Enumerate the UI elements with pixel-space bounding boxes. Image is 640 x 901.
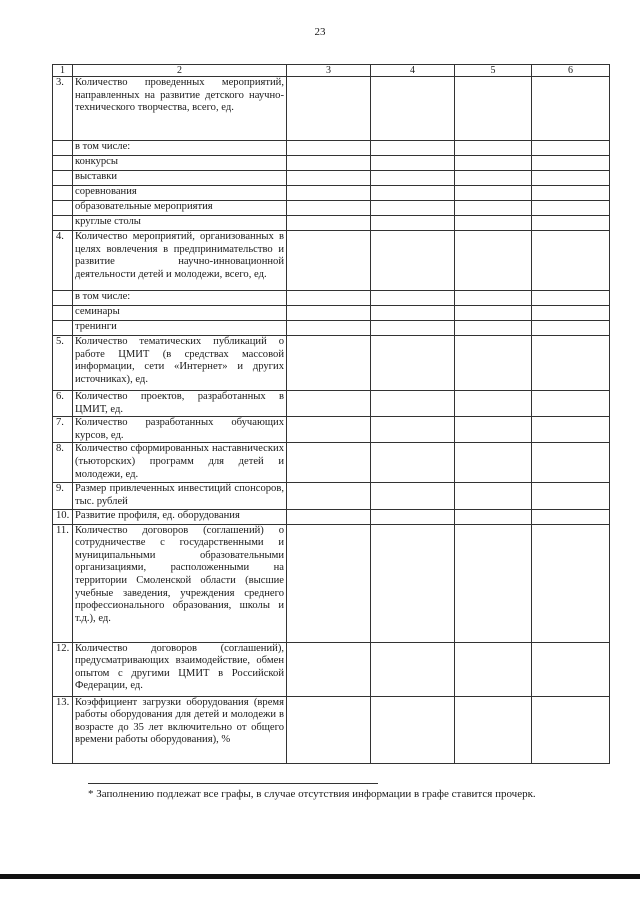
- value-cell[interactable]: [455, 642, 532, 696]
- row-number: 5.: [53, 336, 73, 391]
- value-cell[interactable]: [532, 321, 610, 336]
- value-cell[interactable]: [371, 306, 455, 321]
- row-description: Развитие профиля, ед. оборудования: [73, 509, 287, 524]
- value-cell[interactable]: [287, 156, 371, 171]
- table-row: [53, 509, 610, 524]
- value-cell[interactable]: [371, 417, 455, 443]
- value-cell[interactable]: [287, 642, 371, 696]
- value-cell[interactable]: [371, 201, 455, 216]
- row-number: [53, 216, 73, 231]
- value-cell[interactable]: [532, 524, 610, 642]
- value-cell[interactable]: [371, 321, 455, 336]
- value-cell[interactable]: [532, 186, 610, 201]
- report-table: [52, 64, 610, 764]
- value-cell[interactable]: [287, 483, 371, 509]
- value-cell[interactable]: [455, 306, 532, 321]
- row-description: Количество разработанных обучающих курсов, ед.: [73, 417, 287, 443]
- value-cell[interactable]: [455, 156, 532, 171]
- column-header: 5: [455, 65, 532, 77]
- value-cell[interactable]: [455, 171, 532, 186]
- value-cell[interactable]: [371, 391, 455, 417]
- row-number: [53, 186, 73, 201]
- table-row: [53, 291, 610, 306]
- column-header: 2: [73, 65, 287, 77]
- value-cell[interactable]: [287, 306, 371, 321]
- value-cell[interactable]: [287, 141, 371, 156]
- table-row: [53, 321, 610, 336]
- value-cell[interactable]: [287, 524, 371, 642]
- value-cell[interactable]: [287, 186, 371, 201]
- table-row: [53, 391, 610, 417]
- row-description: Количество договоров (соглашений), предусматривающих взаимодействие, обмен опытом с другими ЦМИТ в Российской Федерации, ед.: [73, 642, 287, 696]
- value-cell[interactable]: [287, 336, 371, 391]
- value-cell[interactable]: [455, 201, 532, 216]
- value-cell[interactable]: [371, 483, 455, 509]
- value-cell[interactable]: [455, 141, 532, 156]
- value-cell[interactable]: [455, 186, 532, 201]
- row-number: [53, 156, 73, 171]
- value-cell[interactable]: [371, 336, 455, 391]
- row-description: Количество проведенных мероприятий, направленных на развитие детского научно-технического творчества, всего, ед.: [73, 77, 287, 141]
- page-number: 23: [314, 26, 326, 38]
- row-number: [53, 291, 73, 306]
- value-cell[interactable]: [371, 443, 455, 483]
- value-cell[interactable]: [532, 306, 610, 321]
- row-description: Количество договоров (соглашений) о сотрудничестве с государственными и муниципальными образовательными организациями, расположенными на территории Смоленской области (высшие учебные заведения, учреждения среднего профессионального образования, школы и т.д.), ед.: [73, 524, 287, 642]
- row-number: [53, 321, 73, 336]
- value-cell[interactable]: [455, 443, 532, 483]
- column-header: 1: [53, 65, 73, 77]
- value-cell[interactable]: [287, 696, 371, 763]
- row-number: [53, 141, 73, 156]
- row-number: 9.: [53, 483, 73, 509]
- value-cell[interactable]: [371, 231, 455, 291]
- footnote-separator: [88, 783, 378, 784]
- row-number: 12.: [53, 642, 73, 696]
- row-number: 3.: [53, 77, 73, 141]
- value-cell[interactable]: [287, 417, 371, 443]
- value-cell[interactable]: [455, 231, 532, 291]
- value-cell[interactable]: [371, 696, 455, 763]
- column-header: 3: [287, 65, 371, 77]
- table-row: [53, 642, 610, 696]
- row-number: [53, 171, 73, 186]
- value-cell[interactable]: [371, 156, 455, 171]
- value-cell[interactable]: [287, 291, 371, 306]
- value-cell[interactable]: [532, 642, 610, 696]
- row-number: 7.: [53, 417, 73, 443]
- value-cell[interactable]: [371, 291, 455, 306]
- bottom-border-bar: [0, 874, 640, 879]
- value-cell[interactable]: [532, 216, 610, 231]
- footnote: * Заполнению подлежат все графы, в случае отсутствия информации в графе ставится прочерк.: [88, 788, 536, 800]
- value-cell[interactable]: [287, 216, 371, 231]
- value-cell[interactable]: [532, 141, 610, 156]
- column-header: 6: [532, 65, 610, 77]
- row-description: тренинги: [73, 321, 287, 336]
- table-row: [53, 231, 610, 291]
- row-description: конкурсы: [73, 156, 287, 171]
- table-row: [53, 186, 610, 201]
- value-cell[interactable]: [532, 156, 610, 171]
- value-cell[interactable]: [371, 141, 455, 156]
- value-cell[interactable]: [371, 171, 455, 186]
- value-cell[interactable]: [371, 77, 455, 141]
- value-cell[interactable]: [455, 509, 532, 524]
- value-cell[interactable]: [532, 509, 610, 524]
- value-cell[interactable]: [532, 483, 610, 509]
- value-cell[interactable]: [371, 524, 455, 642]
- table-row: [53, 483, 610, 509]
- value-cell[interactable]: [287, 77, 371, 141]
- value-cell[interactable]: [371, 216, 455, 231]
- table-row: [53, 171, 610, 186]
- value-cell[interactable]: [532, 231, 610, 291]
- value-cell[interactable]: [455, 291, 532, 306]
- table-row: [53, 443, 610, 483]
- value-cell[interactable]: [287, 201, 371, 216]
- table-row: [53, 696, 610, 763]
- value-cell[interactable]: [371, 186, 455, 201]
- row-description: круглые столы: [73, 216, 287, 231]
- row-description: Размер привлеченных инвестиций спонсоров, тыс. рублей: [73, 483, 287, 509]
- table-row: [53, 417, 610, 443]
- value-cell[interactable]: [287, 391, 371, 417]
- value-cell[interactable]: [532, 696, 610, 763]
- table-header-row: [53, 65, 610, 77]
- table-row: [53, 524, 610, 642]
- value-cell[interactable]: [532, 417, 610, 443]
- row-number: [53, 201, 73, 216]
- value-cell[interactable]: [455, 321, 532, 336]
- row-number: 6.: [53, 391, 73, 417]
- row-description: образовательные мероприятия: [73, 201, 287, 216]
- value-cell[interactable]: [455, 524, 532, 642]
- table-row: [53, 201, 610, 216]
- value-cell[interactable]: [455, 391, 532, 417]
- value-cell[interactable]: [532, 201, 610, 216]
- value-cell[interactable]: [455, 483, 532, 509]
- row-description: в том числе:: [73, 291, 287, 306]
- row-number: 8.: [53, 443, 73, 483]
- table-row: [53, 216, 610, 231]
- row-description: Количество проектов, разработанных в ЦМИТ, ед.: [73, 391, 287, 417]
- table-row: [53, 77, 610, 141]
- row-description: Количество сформированных наставнических (тьюторских) программ для детей и молодежи, ед.: [73, 443, 287, 483]
- value-cell[interactable]: [532, 443, 610, 483]
- row-description: выставки: [73, 171, 287, 186]
- value-cell[interactable]: [287, 509, 371, 524]
- value-cell[interactable]: [455, 216, 532, 231]
- row-number: 4.: [53, 231, 73, 291]
- row-description: Количество тематических публикаций о работе ЦМИТ (в средствах массовой информации, сети «Интернет» и других источниках), ед.: [73, 336, 287, 391]
- table-row: [53, 141, 610, 156]
- value-cell[interactable]: [371, 509, 455, 524]
- value-cell[interactable]: [532, 336, 610, 391]
- value-cell[interactable]: [455, 417, 532, 443]
- value-cell[interactable]: [532, 77, 610, 141]
- table-row: [53, 306, 610, 321]
- value-cell[interactable]: [532, 171, 610, 186]
- column-header: 4: [371, 65, 455, 77]
- value-cell[interactable]: [287, 231, 371, 291]
- value-cell[interactable]: [532, 291, 610, 306]
- value-cell[interactable]: [455, 696, 532, 763]
- value-cell[interactable]: [287, 443, 371, 483]
- row-description: в том числе:: [73, 141, 287, 156]
- table-row: [53, 156, 610, 171]
- row-number: 10.: [53, 509, 73, 524]
- row-description: соревнования: [73, 186, 287, 201]
- row-description: Количество мероприятий, организованных в целях вовлечения в предпринимательство и развитие научно-инновационной деятельности детей и молодежи, всего, ед.: [73, 231, 287, 291]
- table-row: [53, 336, 610, 391]
- row-number: 13.: [53, 696, 73, 763]
- value-cell[interactable]: [532, 391, 610, 417]
- value-cell[interactable]: [371, 642, 455, 696]
- row-number: [53, 306, 73, 321]
- row-description: Коэффициент загрузки оборудования (время работы оборудования для детей и молодежи в возрасте до 35 лет включительно от общего времени работы оборудования), %: [73, 696, 287, 763]
- value-cell[interactable]: [455, 336, 532, 391]
- value-cell[interactable]: [455, 77, 532, 141]
- row-number: 11.: [53, 524, 73, 642]
- value-cell[interactable]: [287, 321, 371, 336]
- value-cell[interactable]: [287, 171, 371, 186]
- row-description: семинары: [73, 306, 287, 321]
